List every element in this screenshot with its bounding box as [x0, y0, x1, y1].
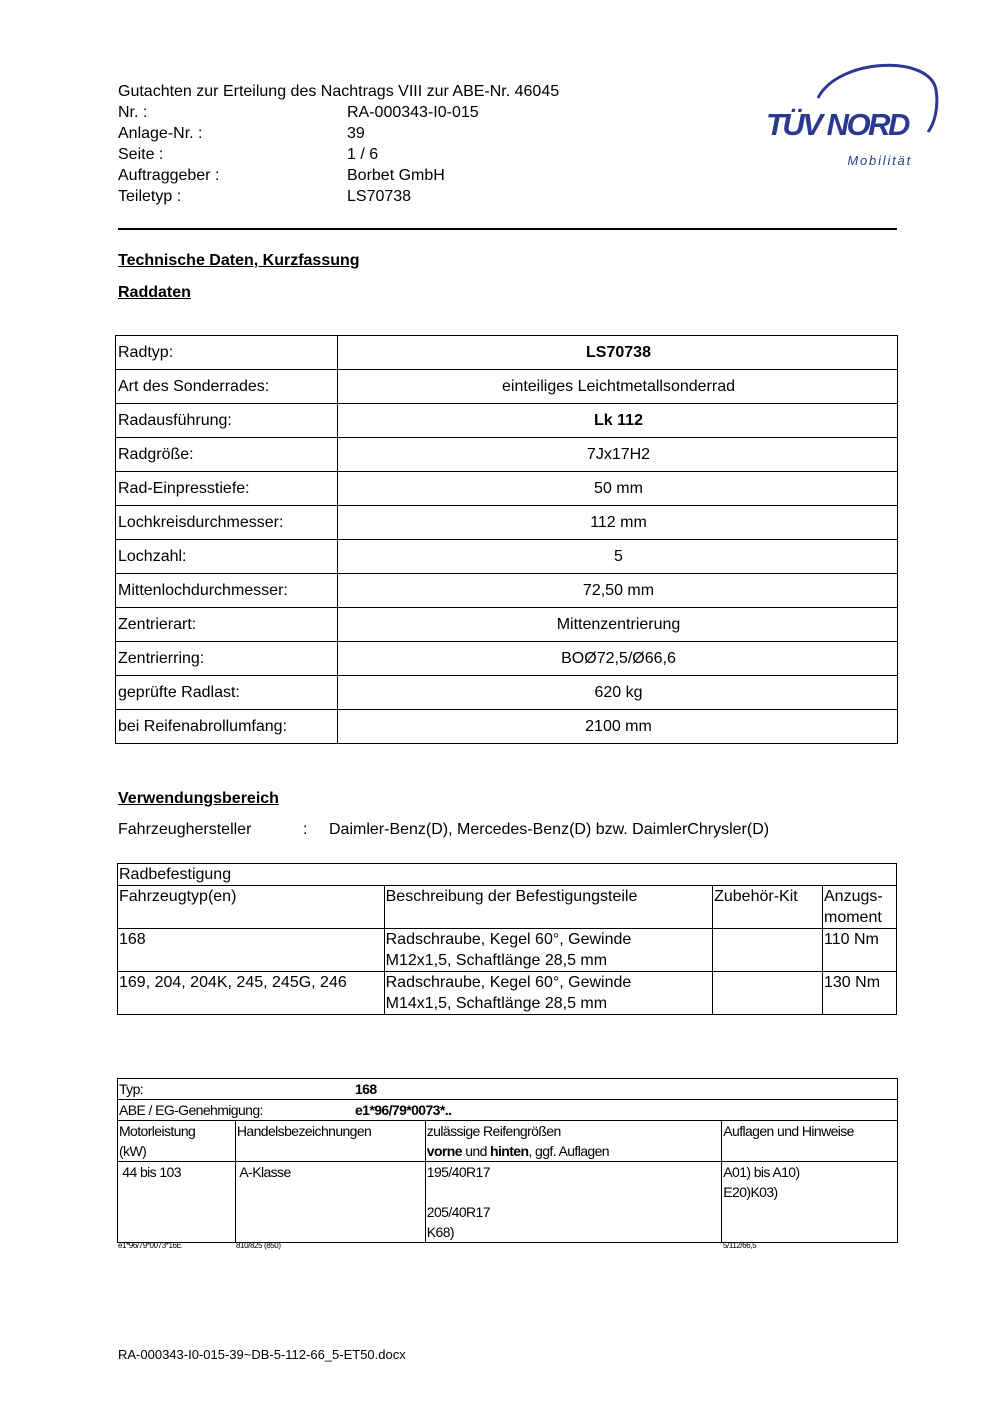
fahrzeughersteller-value: Daimler-Benz(D), Mercedes-Benz(D) bzw. DaimlerChrysler(D): [329, 821, 770, 838]
table-row: [118, 929, 897, 972]
table-cell-value: 50 mm: [338, 472, 898, 506]
table-row: [116, 438, 898, 472]
raddaten-table: [115, 335, 898, 744]
table-row: [118, 1100, 898, 1121]
column-header: [823, 886, 897, 929]
table-row: [118, 1162, 898, 1243]
header-label: Seite :: [118, 146, 164, 163]
table-row: [116, 370, 898, 404]
table-row: [116, 608, 898, 642]
anzugsmoment-cell: 110 Nm: [823, 929, 897, 972]
logo-tagline: Mobilität: [847, 153, 912, 168]
table-cell-value: BOØ72,5/Ø66,6: [338, 642, 898, 676]
beschreibung-line: Radschraube, Kegel 60°, Gewinde: [385, 974, 632, 991]
document-footer-filename: RA-000343-I0-015-39~DB-5-112-66_5-ET50.docx: [118, 1347, 406, 1362]
table-row: [118, 864, 897, 886]
typ-value: 168: [355, 1081, 377, 1097]
header-divider: [118, 228, 897, 230]
beschreibung-line: M14x1,5, Schaftlänge 28,5 mm: [385, 995, 608, 1012]
header-label: Anlage-Nr. :: [118, 125, 203, 142]
table-cell-value: einteiliges Leichtmetallsonderrad: [338, 370, 898, 404]
auflage-line: A01) bis A10): [723, 1164, 800, 1180]
table-cell-label: Zentrierart:: [116, 608, 338, 642]
column-header-line: zulässige Reifengrößen: [426, 1123, 561, 1139]
zubehoer-cell: [713, 929, 823, 972]
auflage-line: E20)K03): [723, 1184, 778, 1200]
header-value: RA-000343-I0-015: [347, 104, 479, 121]
table-cell-value: 620 kg: [338, 676, 898, 710]
header-fields: [118, 102, 479, 207]
reifengroesse: 195/40R17: [426, 1164, 490, 1180]
table-row: [116, 574, 898, 608]
header-label: Auftraggeber :: [118, 167, 220, 184]
section-subtitle: Raddaten: [118, 284, 191, 301]
column-header-line: (kW): [119, 1143, 147, 1159]
header-value: LS70738: [347, 188, 412, 205]
verwendung-title: Verwendungsbereich: [118, 790, 279, 807]
section-title: Technische Daten, Kurzfassung: [118, 252, 360, 269]
header-value: Borbet GmbH: [347, 167, 445, 184]
table-row: [116, 676, 898, 710]
typ-label: Typ:: [119, 1081, 144, 1097]
table-cell-value: 2100 mm: [338, 710, 898, 744]
table-cell-value: 5: [338, 540, 898, 574]
auflagen-cell: [722, 1162, 898, 1243]
reifengroesse-auflage: K68): [426, 1224, 454, 1240]
reifengroessen-cell: [425, 1162, 721, 1243]
table-row: [116, 506, 898, 540]
header-field-teiletyp: [118, 186, 479, 207]
table-header-row: [118, 1121, 898, 1162]
beschreibung-cell: [384, 972, 712, 1015]
beschreibung-line: M12x1,5, Schaftlänge 28,5 mm: [385, 952, 608, 969]
table-footnote: 810/825 (850): [236, 1241, 281, 1250]
table-row: [116, 710, 898, 744]
column-header: Beschreibung der Befestigungsteile: [384, 886, 712, 929]
column-header: [118, 1121, 236, 1162]
table-row: [116, 336, 898, 370]
fahrzeughersteller-label: Fahrzeughersteller: [118, 821, 252, 838]
table-header-row: [118, 886, 897, 929]
table-cell-value: LS70738: [338, 336, 898, 370]
beschreibung-cell: [384, 929, 712, 972]
table-cell-label: Radgröße:: [116, 438, 338, 472]
table-cell-label: Lochzahl:: [116, 540, 338, 574]
radbefestigung-title: Radbefestigung: [118, 864, 897, 886]
column-header-text: und: [461, 1143, 491, 1159]
header-field-nr: [118, 102, 479, 123]
table-cell-value: 7Jx17H2: [338, 438, 898, 472]
header-field-auftraggeber: [118, 165, 479, 186]
column-header-text: , ggf. Auflagen: [528, 1143, 609, 1159]
table-cell-label: Lochkreisdurchmesser:: [116, 506, 338, 540]
table-row: [116, 540, 898, 574]
reifengroesse: 205/40R17: [426, 1204, 490, 1220]
column-header-bold: hinten: [490, 1143, 529, 1159]
header-field-seite: [118, 144, 479, 165]
typ-table: [117, 1078, 898, 1243]
zubehoer-cell: [713, 972, 823, 1015]
table-cell-value: Mittenzentrierung: [338, 608, 898, 642]
abe-label: ABE / EG-Genehmigung:: [119, 1102, 263, 1118]
fahrzeugtyp-cell: 168: [118, 929, 385, 972]
column-header-line: moment: [824, 909, 882, 926]
table-cell-label: Radtyp:: [116, 336, 338, 370]
table-cell-label: Mittenlochdurchmesser:: [116, 574, 338, 608]
column-header: Zubehör-Kit: [713, 886, 823, 929]
column-header-line: Anzugs-: [824, 888, 883, 905]
column-header: [425, 1121, 721, 1162]
table-cell-label: Rad-Einpresstiefe:: [116, 472, 338, 506]
anzugsmoment-cell: 130 Nm: [823, 972, 897, 1015]
table-cell-label: Art des Sonderrades:: [116, 370, 338, 404]
column-header: Fahrzeugtyp(en): [118, 886, 385, 929]
table-cell-label: Radausführung:: [116, 404, 338, 438]
table-footnote: e1*96/79*0073*16E: [118, 1241, 182, 1250]
table-footnote: 5/112/66,5: [723, 1241, 757, 1250]
table-cell-label: bei Reifenabrollumfang:: [116, 710, 338, 744]
header-label: Teiletyp :: [118, 188, 182, 205]
header-field-anlage: [118, 123, 479, 144]
logo-brand: TÜV NORD: [766, 107, 908, 142]
fahrzeugtyp-cell: 169, 204, 204K, 245, 245G, 246: [118, 972, 385, 1015]
table-cell-value: 112 mm: [338, 506, 898, 540]
table-row: [116, 472, 898, 506]
abe-row: [118, 1100, 898, 1121]
table-cell-value: Lk 112: [338, 404, 898, 438]
table-row: [116, 404, 898, 438]
table-cell-label: Zentrierring:: [116, 642, 338, 676]
column-header-line: Motorleistung: [119, 1123, 196, 1139]
abe-value: e1*96/79*0073*..: [355, 1102, 452, 1118]
table-cell-label: geprüfte Radlast:: [116, 676, 338, 710]
column-header-bold: vorne: [426, 1143, 462, 1159]
table-cell-value: 72,50 mm: [338, 574, 898, 608]
header-value: 39: [347, 125, 365, 142]
table-row: [118, 972, 897, 1015]
table-row: [118, 1079, 898, 1100]
column-header: Auflagen und Hinweise: [722, 1121, 898, 1162]
fahrzeughersteller-colon: :: [303, 821, 308, 838]
handelsbezeichnung-cell: A-Klasse: [235, 1162, 425, 1243]
column-header: Handelsbezeichnungen: [235, 1121, 425, 1162]
typ-row: [118, 1079, 898, 1100]
header-value: 1 / 6: [347, 146, 379, 163]
header-label: Nr. :: [118, 104, 148, 121]
tuev-nord-logo: [760, 56, 945, 171]
fahrzeughersteller-line: [118, 821, 769, 839]
document-title: Gutachten zur Erteilung des Nachtrags VIII zur ABE-Nr. 46045: [118, 83, 560, 100]
radbefestigung-table: [117, 863, 897, 1015]
table-row: [116, 642, 898, 676]
beschreibung-line: Radschraube, Kegel 60°, Gewinde: [385, 931, 632, 948]
motorleistung-cell: 44 bis 103: [118, 1162, 236, 1243]
